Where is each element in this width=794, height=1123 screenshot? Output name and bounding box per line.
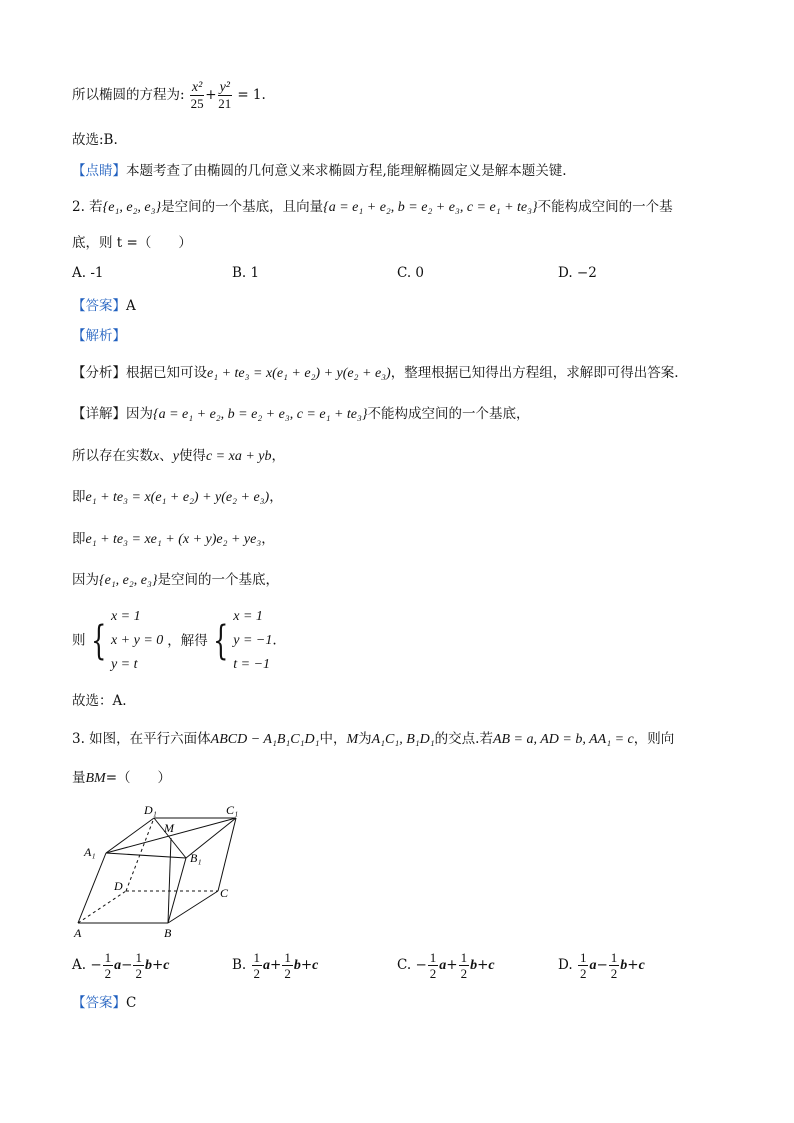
label-m: M: [164, 821, 174, 835]
system-2: [233, 605, 272, 677]
vec-a: a: [589, 958, 597, 973]
sign: +: [477, 957, 489, 973]
label-b: B: [164, 926, 172, 940]
vec-c: c: [312, 958, 319, 973]
q3-mid3: 的交点.若: [434, 731, 493, 747]
q2-mid: 是空间的一个基底，且向量: [161, 199, 324, 215]
sys2-row: x = 1: [233, 608, 263, 624]
detail-pre: 因为: [126, 406, 153, 422]
sys1-row: x = 1: [110, 608, 141, 624]
sys2-row: t = −1: [233, 656, 271, 672]
q2-because-line: [72, 570, 279, 591]
q3-answer-line: [72, 993, 136, 1013]
vec-b: b: [293, 958, 301, 973]
q3-stem-line1: [72, 729, 674, 750]
q3-diagonals: A₁C₁, B₁D₁: [371, 732, 435, 747]
ji1-pre: 即: [72, 489, 86, 505]
fenxi-post: ，整理根据已知得出方程组，求解即可得出答案.: [390, 365, 679, 381]
left-brace: {: [90, 617, 106, 664]
q2-ji1-line: [72, 487, 283, 508]
q3-lead: 3. 如图，在平行六面体: [72, 731, 211, 747]
q2-exist-line: [72, 446, 285, 467]
q2-fenxi-line: [72, 363, 679, 384]
q3-stem-line2: [72, 768, 171, 789]
q3-tail: ，则向: [633, 731, 675, 747]
q3-givens: AB = a, AD = b, AA₁ = c: [492, 732, 634, 747]
ji2-pre: 即: [72, 531, 86, 547]
exist-equation: c = xa + yb: [205, 449, 272, 464]
half: $\frac{1}{2}$: [104, 950, 112, 981]
detail-post: 不能构成空间的一个基底，: [367, 406, 530, 422]
half: $\frac{1}{2}$: [429, 950, 437, 981]
q3-answer: C: [126, 995, 137, 1011]
q2-option-a[interactable]: A. -1: [72, 265, 104, 281]
ellipse-suffix: = 1.: [237, 87, 266, 103]
label-b1: B₁: [190, 851, 202, 865]
label-a1: A₁: [84, 845, 96, 859]
detail-vectors: {a = e₁ + e₂, b = e₂ + e₃, c = e₁ + te₃}: [153, 407, 368, 422]
half: $\frac{1}{2}$: [284, 950, 291, 981]
exist-pre: 所以存在实数: [72, 448, 153, 464]
segment-bm: [168, 838, 171, 923]
q3-option-d[interactable]: [558, 950, 645, 981]
edge-cc1: [218, 818, 236, 891]
var-y: y: [172, 449, 179, 464]
system-1: [111, 605, 163, 677]
half: $\frac{1}{2}$: [253, 950, 261, 981]
half: $\frac{1}{2}$: [610, 950, 618, 981]
ellipse-frac-x: $\frac{\text{x²}}{25}$: [190, 80, 204, 111]
sys1-row: x + y = 0: [110, 632, 164, 648]
because-basis: {e₁, e₂, e₃}: [99, 573, 158, 588]
then-label: 则: [72, 632, 86, 649]
ji1-end: ，: [269, 489, 283, 505]
label-d: D: [114, 879, 123, 893]
sign: +: [270, 957, 282, 973]
q3-option-c[interactable]: [397, 950, 495, 981]
label-a: A: [74, 926, 82, 940]
because-pre: 因为: [72, 572, 99, 588]
fenxi-equation: e₁ + te₃ = x(e₁ + e₂) + y(e₂ + e₃): [207, 366, 391, 381]
q2-answer-line: [72, 296, 136, 316]
sys2-end: .: [272, 632, 277, 649]
plus-sign: +: [205, 87, 217, 103]
q3-line2-pre: 量: [72, 770, 86, 786]
analysis-label: 【解析】: [72, 328, 126, 344]
option-letter: D.: [558, 957, 573, 973]
ji1-equation: e₁ + te₃ = x(e₁ + e₂) + y(e₂ + e₃): [85, 490, 270, 505]
label-c1: C₁: [226, 803, 239, 817]
vector-bm: BM: [85, 771, 106, 786]
q2-option-b[interactable]: B. 1: [232, 265, 260, 281]
q2-detail-line: [72, 404, 529, 425]
parallelepiped-figure: [70, 798, 260, 943]
ellipse-equation-line: [72, 80, 266, 111]
vec-b: b: [470, 958, 478, 973]
sign: −: [415, 957, 427, 973]
sign: +: [300, 957, 313, 973]
sign: −: [90, 957, 102, 973]
vec-b: b: [620, 958, 628, 973]
comment-text: 本题考查了由椭圆的几何意义来求椭圆方程,能理解椭圆定义是解本题关键.: [126, 163, 567, 179]
sign: −: [121, 957, 133, 973]
half: $\frac{1}{2}$: [460, 950, 468, 981]
option-letter: A.: [72, 957, 87, 973]
q3-point-m: M: [346, 732, 359, 747]
option-letter: B.: [232, 957, 247, 973]
vec-c: c: [488, 958, 495, 973]
comment-label: 【点睛】: [72, 163, 126, 179]
q3-option-b[interactable]: [232, 950, 318, 981]
edge-aa1: [78, 853, 106, 923]
vec-a: a: [114, 958, 122, 973]
exist-mid: 使得: [178, 448, 206, 464]
half: $\frac{1}{2}$: [135, 950, 142, 981]
q2-stem-line1: [72, 197, 673, 218]
q2-option-c[interactable]: C. 0: [397, 265, 425, 281]
vec-c: c: [163, 958, 170, 973]
vec-c: c: [638, 958, 645, 973]
detail-label: 【详解】: [72, 406, 126, 422]
vec-a: a: [263, 958, 271, 973]
sys1-row: y = t: [110, 656, 138, 672]
sys2-row: y = −1: [233, 632, 273, 648]
edge-a1b1: [106, 853, 186, 858]
vec-b: b: [144, 958, 152, 973]
vec-a: a: [439, 958, 447, 973]
ellipse-prefix: 所以椭圆的方程为:: [72, 87, 185, 103]
exist-sep: 、: [159, 448, 173, 464]
q3-option-a[interactable]: [72, 950, 170, 981]
q2-ji2-line: [72, 529, 275, 550]
half: $\frac{1}{2}$: [579, 950, 587, 981]
sign: +: [446, 957, 458, 973]
choose-b: 故选:B.: [72, 132, 118, 148]
sign: +: [627, 957, 639, 973]
answer-label: 【答案】: [72, 298, 126, 314]
fenxi-pre: 根据已知可设: [126, 365, 207, 381]
q2-lead: 2. 若: [72, 199, 103, 215]
q2-vectors: {a = e₁ + e₂, b = e₂ + e₃, c = e₁ + te₃}: [323, 200, 538, 215]
q3-mid2: 为: [358, 731, 372, 747]
solve-label: ，解得: [167, 632, 208, 649]
q2-stem-line2: 底，则 t =（ ）: [72, 235, 192, 251]
ji2-end: ，: [261, 531, 275, 547]
q3-line2-post: =（ ）: [105, 770, 172, 786]
q2-basis: {e₁, e₂, e₃}: [102, 200, 162, 215]
edge-a1d1: [106, 818, 154, 853]
q3-solid: ABCD − A₁B₁C₁D₁: [210, 732, 320, 747]
left-brace: {: [212, 617, 229, 664]
q2-system-line: [72, 604, 277, 680]
fenxi-label: 【分析】: [72, 365, 126, 381]
answer-label: 【答案】: [72, 995, 126, 1011]
sign: −: [596, 957, 608, 973]
option-letter: C.: [397, 957, 412, 973]
q2-option-d[interactable]: D. −2: [558, 265, 597, 281]
label-d1: D₁: [144, 803, 157, 817]
q3-mid: 中，: [319, 731, 347, 747]
var-x: x: [153, 449, 160, 464]
hidden-edge-ad: [78, 891, 126, 923]
q2-analysis-label: [72, 326, 126, 346]
ellipse-frac-y: $\frac{\text{y²}}{21}$: [218, 80, 232, 111]
sign: +: [151, 957, 164, 973]
ji2-equation: e₁ + te₃ = xe₁ + (x + y)e₂ + ye₃: [85, 532, 262, 547]
label-c: C: [220, 886, 229, 900]
q2-choose-a: 故选：A.: [72, 693, 127, 709]
comment-line: [72, 161, 567, 181]
q2-answer: A: [126, 298, 136, 314]
q2-tail: 不能构成空间的一个基: [537, 199, 673, 215]
exist-end: ，: [271, 448, 285, 464]
because-post: 是空间的一个基底，: [157, 572, 279, 588]
